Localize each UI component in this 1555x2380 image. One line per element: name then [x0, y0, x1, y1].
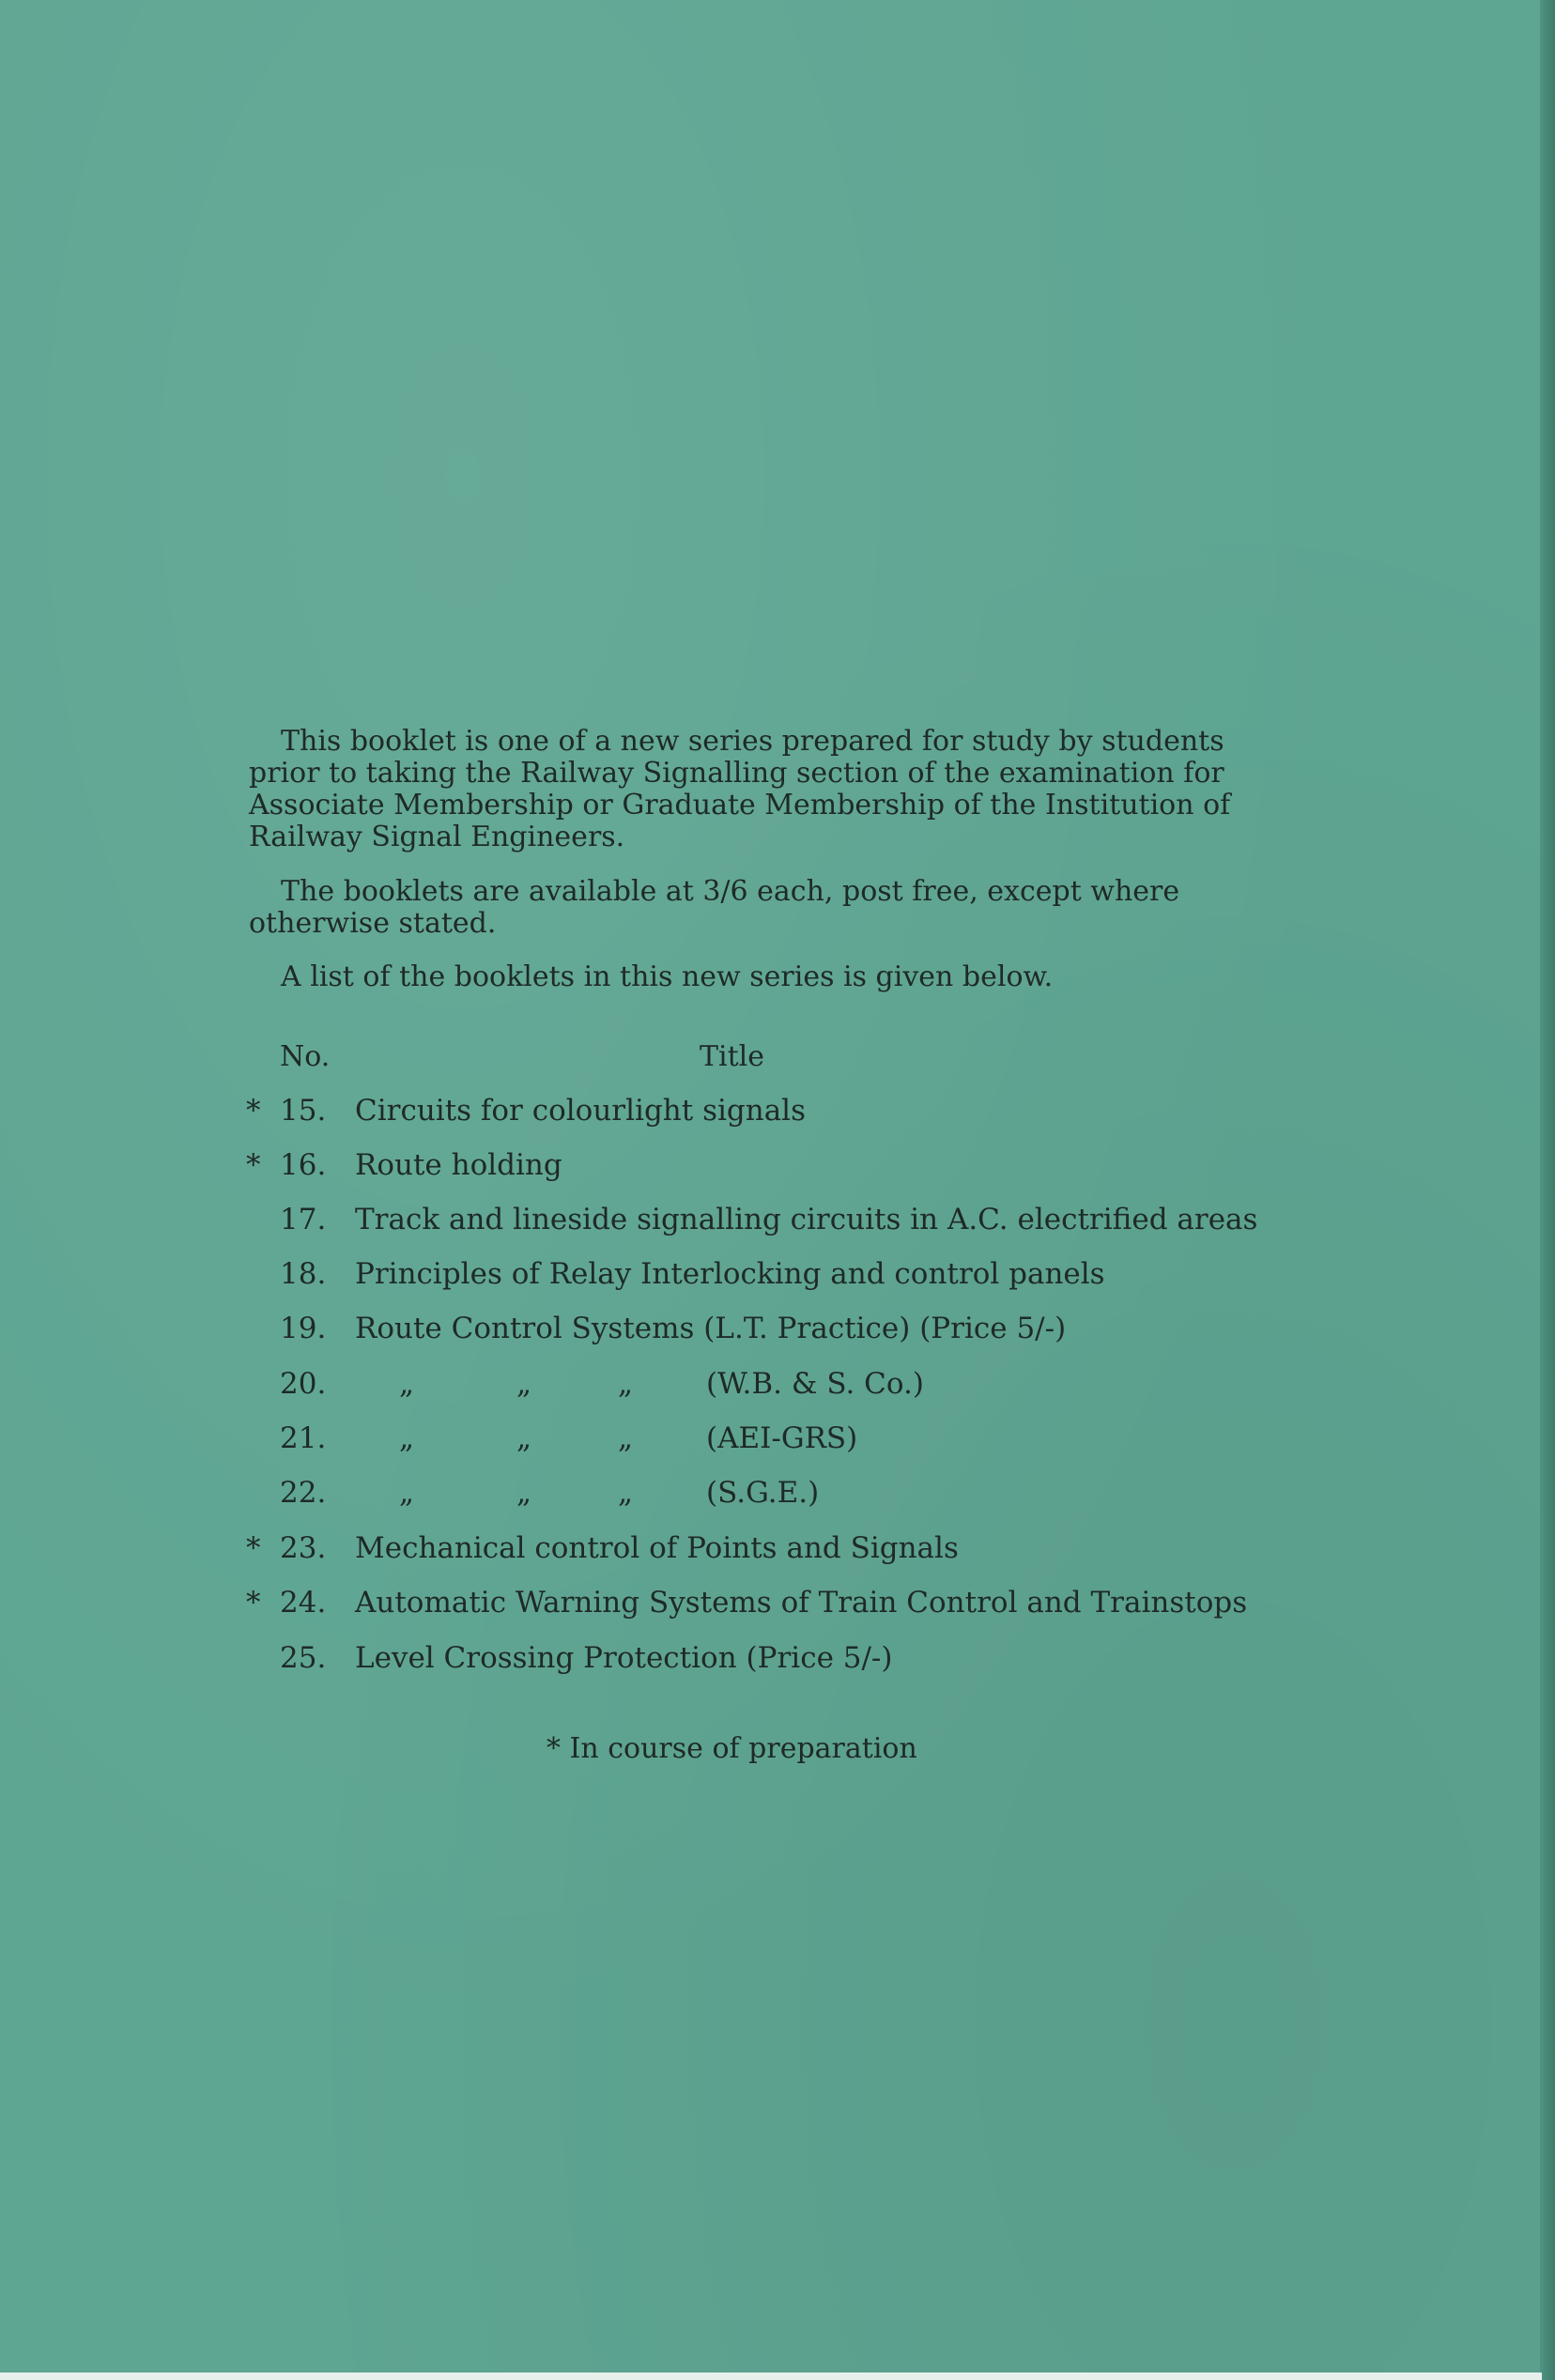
asterisk-marker: *	[246, 1531, 261, 1565]
ditto-mark: „	[516, 1421, 532, 1455]
booklet-title: Automatic Warning Systems of Train Control and Trainstops	[355, 1586, 1248, 1620]
booklet-title: Mechanical control of Points and Signals	[355, 1531, 959, 1565]
footnote: * In course of preparation	[547, 1732, 917, 1765]
ditto-mark: „	[618, 1476, 634, 1510]
booklet-number: 20.	[280, 1367, 327, 1401]
ditto-mark: „	[399, 1421, 415, 1455]
paper-edge	[1540, 0, 1555, 2380]
booklet-title: Route Control Systems (L.T. Practice) (Price 5/-)	[355, 1312, 1067, 1345]
intro-paragraph: This booklet is one of a new series prepared for study by students prior to taking the Railway Signalling section of the examination for Associate Membership or Graduate Membership of the Institution of Railway Signal Engineers.	[249, 725, 1231, 853]
booklet-number: 24.	[280, 1586, 327, 1620]
booklet-number: 23.	[280, 1531, 327, 1565]
booklet-number: 25.	[280, 1641, 327, 1675]
booklet-title: Circuits for colourlight signals	[355, 1094, 807, 1128]
ditto-mark: „	[618, 1367, 634, 1401]
scan-margin	[0, 2372, 1542, 2380]
booklet-title: Level Crossing Protection (Price 5/-)	[355, 1641, 893, 1675]
booklet-number: 18.	[280, 1257, 327, 1291]
asterisk-marker: *	[246, 1094, 261, 1128]
column-header-title: Title	[700, 1040, 765, 1073]
booklet-number: 15.	[280, 1094, 327, 1128]
booklet-title: Route holding	[355, 1148, 562, 1182]
ditto-mark: „	[516, 1367, 532, 1401]
list-intro-paragraph: A list of the booklets in this new series is given below.	[281, 960, 1054, 993]
booklet-number: 21.	[280, 1421, 327, 1455]
booklet-title: (AEI-GRS)	[706, 1421, 858, 1455]
column-header-no: No.	[280, 1040, 331, 1073]
booklet-title: (W.B. & S. Co.)	[706, 1367, 924, 1401]
booklet-title: Principles of Relay Interlocking and control panels	[355, 1257, 1105, 1291]
ditto-mark: „	[516, 1476, 532, 1510]
price-paragraph: The booklets are available at 3/6 each, post free, except where otherwise stated.	[249, 875, 1180, 940]
booklet-number: 19.	[280, 1312, 327, 1345]
booklet-number: 22.	[280, 1476, 327, 1510]
booklet-title: (S.G.E.)	[706, 1476, 820, 1510]
booklet-number: 16.	[280, 1148, 327, 1182]
ditto-mark: „	[399, 1476, 415, 1510]
ditto-mark: „	[618, 1421, 634, 1455]
ditto-mark: „	[399, 1367, 415, 1401]
booklet-number: 17.	[280, 1203, 327, 1236]
asterisk-marker: *	[246, 1148, 261, 1182]
booklet-title: Track and lineside signalling circuits in A.C. electrified areas	[355, 1203, 1258, 1236]
asterisk-marker: *	[246, 1586, 261, 1620]
